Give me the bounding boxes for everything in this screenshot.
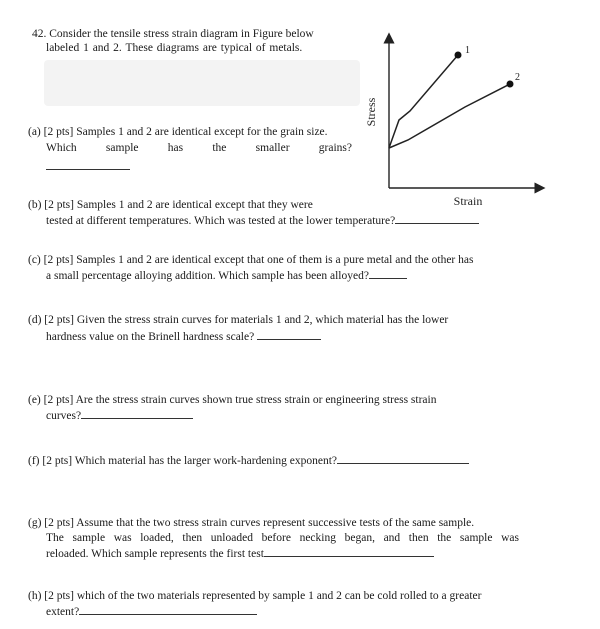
- question-g-line-2: The sample was loaded, then unloaded before necking began, and then the sample was: [46, 532, 519, 544]
- strain-axis-label: Strain: [453, 194, 483, 208]
- question-c-line-1: (c) [2 pts] Samples 1 and 2 are identical except that one of them is a pure metal and the other has: [28, 254, 474, 266]
- question-e-line-1: (e) [2 pts] Are the stress strain curves shown true stress strain or engineering stress strain: [28, 394, 437, 406]
- curve-1-endpoint: [455, 52, 462, 59]
- question-b-line-2: tested at different temperatures. Which was tested at the lower temperature?: [46, 215, 396, 227]
- question-d-line-2-row: [46, 328, 321, 344]
- question-a-line-2: Which sample has the smaller grains?: [46, 142, 352, 154]
- curve-1: [389, 55, 458, 148]
- question-b-line-2-row: [46, 212, 479, 228]
- question-a-line-1: (a) [2 pts] Samples 1 and 2 are identical except for the grain size.: [28, 126, 328, 138]
- question-b-line-1: (b) [2 pts] Samples 1 and 2 are identical except that they were: [28, 199, 313, 211]
- question-g-line-3-row: [46, 545, 434, 561]
- curve-1-label: 1: [465, 45, 470, 56]
- answer-line-h[interactable]: [79, 603, 257, 615]
- question-d-line-1: (d) [2 pts] Given the stress strain curves for materials 1 and 2, which material has the lower: [28, 314, 449, 326]
- intro-line-1: 42. Consider the tensile stress strain diagram in Figure below: [32, 28, 314, 40]
- question-f-line-1: (f) [2 pts] Which material has the larger work-hardening exponent?: [28, 455, 338, 467]
- curve-2: [389, 84, 510, 148]
- question-g-line-3: reloaded. Which sample represents the first test: [46, 548, 264, 560]
- question-c-line-2-row: [46, 267, 407, 283]
- question-h-line-1: (h) [2 pts] which of the two materials represented by sample 1 and 2 can be cold rolled to a greater: [28, 590, 482, 602]
- answer-line-c[interactable]: [369, 267, 407, 279]
- stress-axis-label: Stress: [364, 97, 378, 127]
- answer-line-d[interactable]: [257, 328, 321, 340]
- question-g-line-1: (g) [2 pts] Assume that the two stress strain curves represent successive tests of the same sample.: [28, 517, 475, 529]
- question-h-line-2: extent?: [46, 606, 80, 618]
- intro-line-2: labeled 1 and 2. These diagrams are typical of metals.: [46, 42, 303, 54]
- question-e-line-2-row: [46, 407, 193, 423]
- answer-line-b[interactable]: [395, 212, 479, 224]
- question-h-line-2-row: [46, 603, 257, 619]
- curve-2-endpoint: [507, 81, 514, 88]
- question-f-row: [28, 452, 469, 468]
- answer-line-g[interactable]: [264, 545, 434, 557]
- question-e-line-2: curves?: [46, 410, 82, 422]
- question-c-line-2: a small percentage alloying addition. Which sample has been alloyed?: [46, 270, 369, 282]
- answer-line-f[interactable]: [337, 452, 469, 464]
- question-d-line-2: hardness value on the Brinell hardness scale?: [46, 331, 255, 343]
- curve-2-label: 2: [515, 72, 520, 83]
- answer-line-e[interactable]: [81, 407, 193, 419]
